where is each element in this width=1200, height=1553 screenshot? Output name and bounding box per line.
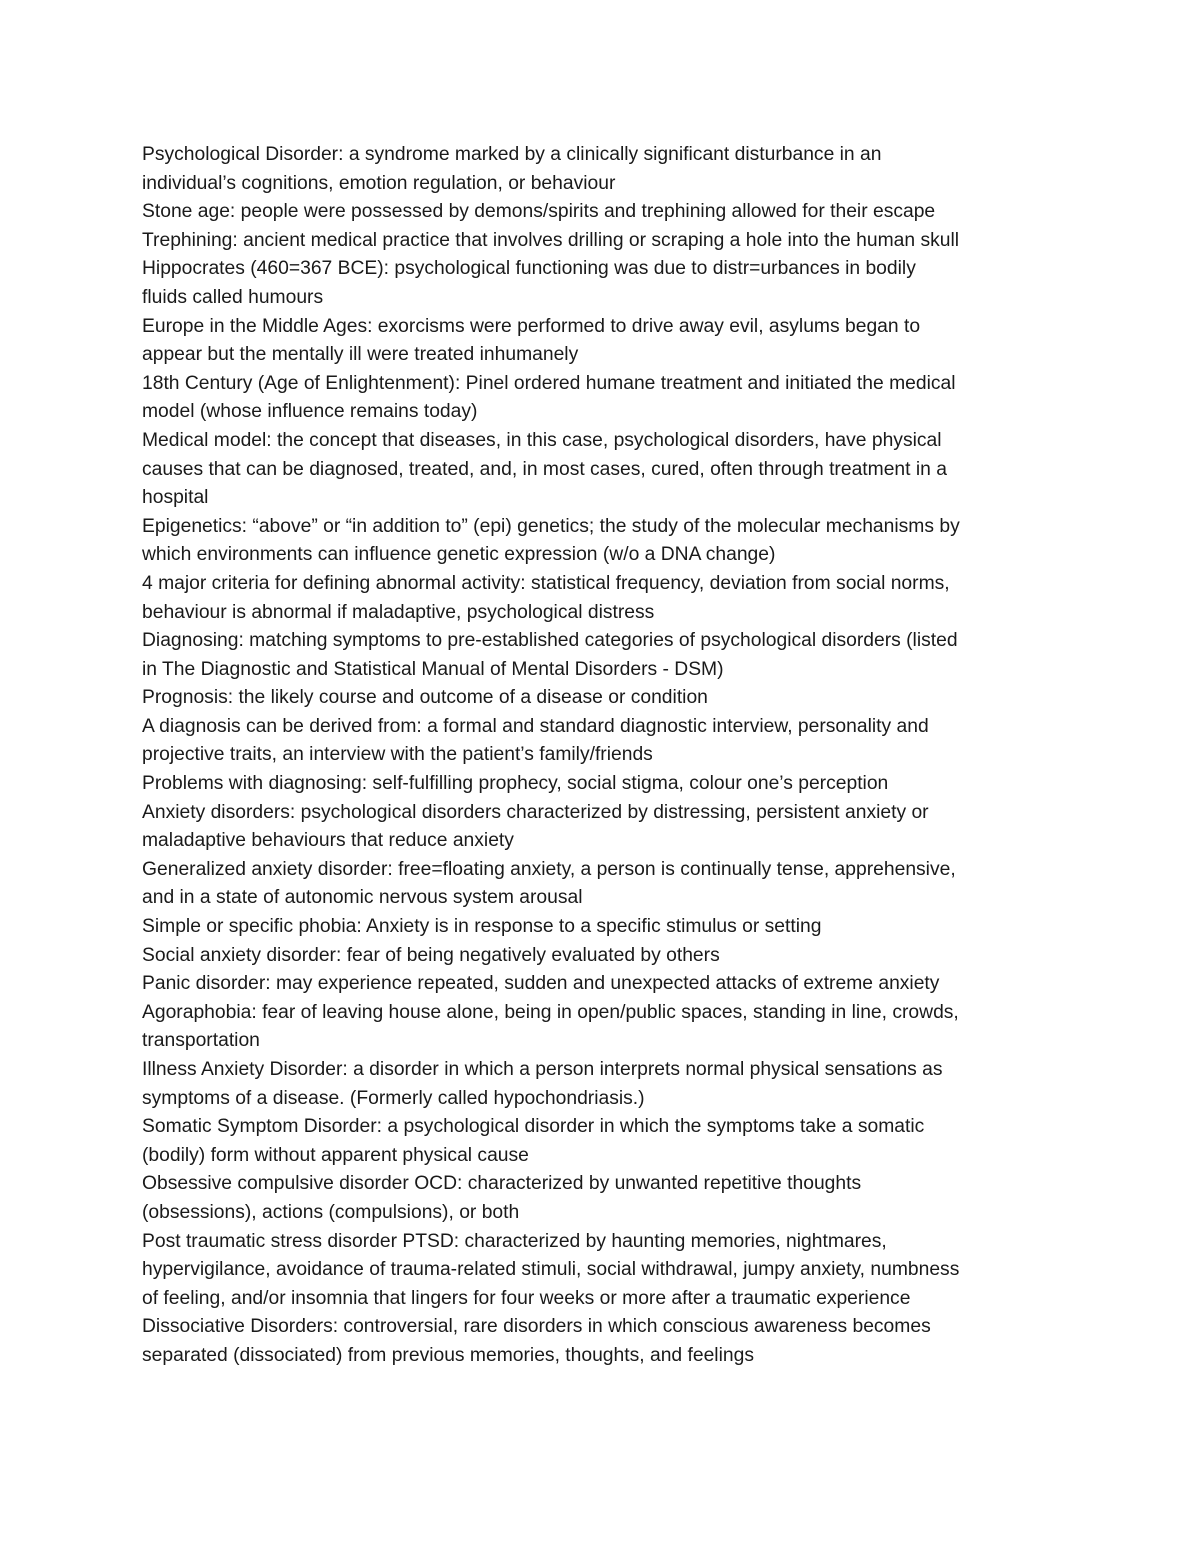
definition-paragraph <box>142 1113 1067 1170</box>
text-line: Obsessive compulsive disorder OCD: characterized by unwanted repetitive thoughts <box>142 1173 862 1195</box>
text-line: causes that can be diagnosed, treated, and, in most cases, cured, often through treatment in a <box>142 458 947 480</box>
text-line: (obsessions), actions (compulsions), or both <box>142 1201 520 1223</box>
definition-paragraph <box>142 141 1067 198</box>
text-line: hospital <box>142 487 209 509</box>
definition-paragraph <box>142 255 1067 312</box>
text-line: model (whose influence remains today) <box>142 401 478 423</box>
definition-paragraph <box>142 513 1067 570</box>
text-line: Dissociative Disorders: controversial, rare disorders in which conscious awareness becomes <box>142 1316 931 1338</box>
text-line: Simple or specific phobia: Anxiety is in response to a specific stimulus or setting <box>142 916 822 938</box>
text-line: in The Diagnostic and Statistical Manual of Mental Disorders - DSM) <box>142 658 724 680</box>
text-line: Agoraphobia: fear of leaving house alone, being in open/public spaces, standing in line, crowds, <box>142 1001 959 1023</box>
text-line: fluids called humours <box>142 286 324 308</box>
definition-paragraph <box>142 570 1067 627</box>
text-line: appear but the mentally ill were treated inhumanely <box>142 344 579 366</box>
text-line: Europe in the Middle Ages: exorcisms were performed to drive away evil, asylums began to <box>142 315 921 337</box>
text-line: behaviour is abnormal if maladaptive, psychological distress <box>142 601 655 623</box>
text-line: of feeling, and/or insomnia that lingers for four weeks or more after a traumatic experience <box>142 1287 911 1309</box>
definition-paragraph <box>142 227 1067 256</box>
text-line: Prognosis: the likely course and outcome of a disease or condition <box>142 687 708 709</box>
definition-paragraph <box>142 856 1067 913</box>
definition-paragraph <box>142 913 1067 942</box>
text-line: Medical model: the concept that diseases, in this case, psychological disorders, have physical <box>142 429 942 451</box>
definition-paragraph <box>142 313 1067 370</box>
text-line: hypervigilance, avoidance of trauma-related stimuli, social withdrawal, jumpy anxiety, numbness <box>142 1259 960 1281</box>
definition-paragraph <box>142 1056 1067 1113</box>
text-line: which environments can influence genetic expression (w/o a DNA change) <box>142 544 776 566</box>
text-line: Stone age: people were possessed by demons/spirits and trephining allowed for their escape <box>142 201 936 223</box>
text-line: Hippocrates (460=367 BCE): psychological functioning was due to distr=urbances in bodily <box>142 258 916 280</box>
definition-paragraph <box>142 770 1067 799</box>
text-line: Problems with diagnosing: self-fulfilling prophecy, social stigma, colour one’s perception <box>142 773 889 795</box>
text-line: Post traumatic stress disorder PTSD: characterized by haunting memories, nightmares, <box>142 1230 887 1252</box>
definition-paragraph <box>142 970 1067 999</box>
definition-paragraph <box>142 999 1067 1056</box>
text-line: 18th Century (Age of Enlightenment): Pinel ordered humane treatment and initiated the medical <box>142 372 956 394</box>
text-line: Epigenetics: “above” or “in addition to” (epi) genetics; the study of the molecular mechanisms by <box>142 515 960 537</box>
text-line: Diagnosing: matching symptoms to pre-established categories of psychological disorders (listed <box>142 630 958 652</box>
text-line: transportation <box>142 1030 260 1052</box>
definition-paragraph <box>142 427 1067 513</box>
text-line: Trephining: ancient medical practice that involves drilling or scraping a hole into the human skull <box>142 229 960 251</box>
text-line: symptoms of a disease. (Formerly called hypochondriasis.) <box>142 1087 645 1109</box>
definition-paragraph <box>142 684 1067 713</box>
text-line: Generalized anxiety disorder: free=floating anxiety, a person is continually tense, apprehensive, <box>142 858 956 880</box>
text-line: Social anxiety disorder: fear of being negatively evaluated by others <box>142 944 720 966</box>
text-line: Illness Anxiety Disorder: a disorder in which a person interprets normal physical sensations as <box>142 1059 943 1080</box>
definition-paragraph <box>142 799 1067 856</box>
definition-paragraph <box>142 198 1067 227</box>
definition-paragraph <box>142 627 1067 684</box>
definition-paragraph <box>142 1170 1067 1227</box>
text-line: Panic disorder: may experience repeated, sudden and unexpected attacks of extreme anxiety <box>142 973 940 995</box>
text-line: separated (dissociated) from previous memories, thoughts, and feelings <box>142 1344 754 1366</box>
text-line: Anxiety disorders: psychological disorders characterized by distressing, persistent anxiety or <box>142 801 929 823</box>
definition-paragraph <box>142 713 1067 770</box>
definition-paragraph <box>142 1228 1067 1314</box>
text-line: projective traits, an interview with the patient’s family/friends <box>142 744 653 766</box>
definition-paragraph <box>142 370 1067 427</box>
document-body <box>142 141 1067 1371</box>
definition-paragraph <box>142 942 1067 971</box>
text-line: and in a state of autonomic nervous system arousal <box>142 887 583 909</box>
text-line: 4 major criteria for defining abnormal activity: statistical frequency, deviation from social norms, <box>142 572 950 594</box>
text-line: Psychological Disorder: a syndrome marked by a clinically significant disturbance in an <box>142 144 882 165</box>
definition-paragraph <box>142 1313 1067 1370</box>
text-line: Somatic Symptom Disorder: a psychological disorder in which the symptoms take a somatic <box>142 1116 925 1138</box>
text-line: (bodily) form without apparent physical cause <box>142 1144 529 1166</box>
text-line: individual’s cognitions, emotion regulation, or behaviour <box>142 172 616 194</box>
text-line: maladaptive behaviours that reduce anxiety <box>142 830 514 852</box>
text-line: A diagnosis can be derived from: a formal and standard diagnostic interview, personality and <box>142 715 929 737</box>
